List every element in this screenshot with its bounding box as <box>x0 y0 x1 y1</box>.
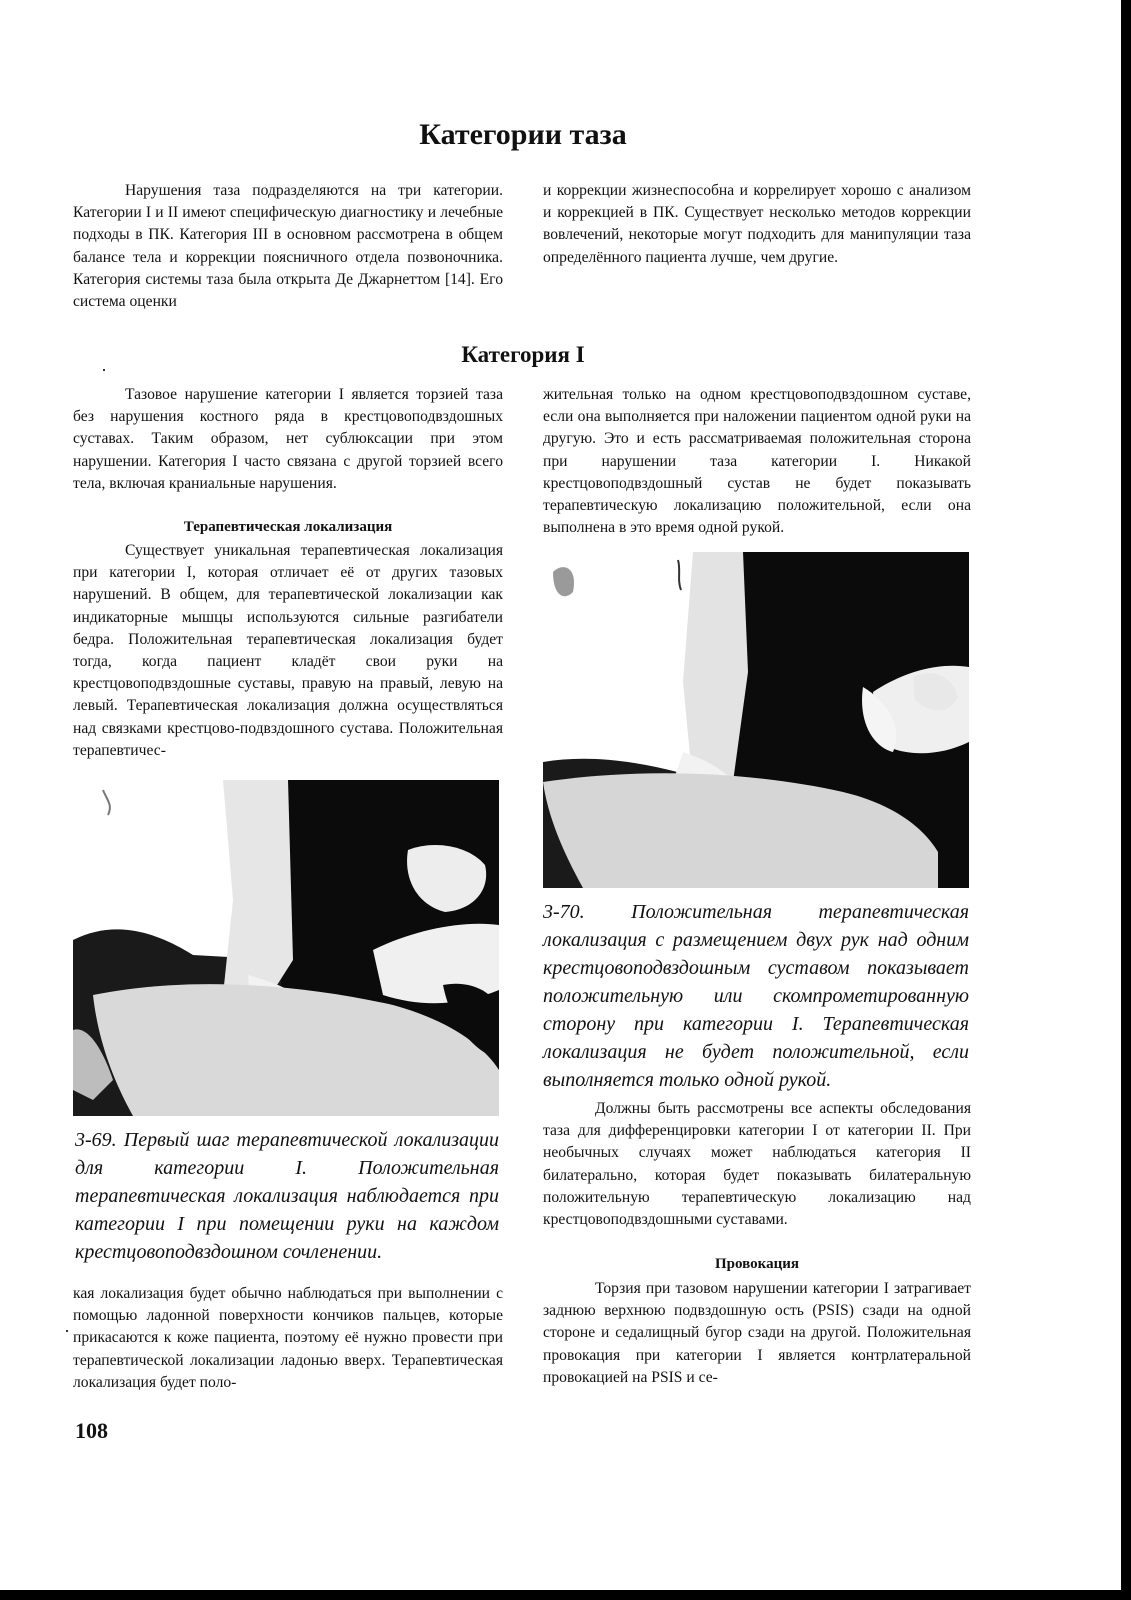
figure-3-70-photo <box>543 552 969 888</box>
left-paragraph-3: кая локализация будет обычно наблюдаться при выполнении с помощью ладонной поверхности кончиков пальцев, которые прикасаются к коже пациента, поэтому её нужно провести при терапевтической локализации ладонью вверх. Терапевтическая локализация будет поло- <box>73 1285 503 1391</box>
scan-border-right <box>1121 0 1131 1600</box>
intro-right-paragraph: и коррекции жизнеспособна и коррелирует хорошо с анализом и коррекцией в ПК. Существует несколько методов коррекции вовлечений, некоторые могут подходить для манипуляции таза определённого пациента лучше, чем другие. <box>543 182 971 266</box>
page-number: 108 <box>75 1418 108 1443</box>
intro-left-paragraph: Нарушения таза подразделяются на три категории. Категории I и II имеют специфическую диагностику и лечебные подходы в ПК. Категория III в основном рассмотрена в общем балансе тела и коррекции поясничного отдела позвоночника. Категория системы таза была открыта Де Джарнеттом [14]. Его система оценки <box>73 182 503 311</box>
left-paragraph-2: Существует уникальная терапевтическая локализация при категории I, которая отличает её от других тазовых нарушений. В общем, для терапевтической локализации как индикаторные мышцы используются сильные разгибатели бедра. Положительная терапевтическая локализация будет тогда, когда пациент кладёт свои руки на крестцовоподвздошные суставы, правую на правый, левую на левый. Терапевтическая локализация должна осуществляться над связками крестцово-подвздошного сустава. Положительная терапевтичес- <box>73 542 503 759</box>
right-paragraph-3: Торзия при тазовом нарушении категории I затрагивает заднюю верхнюю подвздошную ость (PSIS) сзади на одной стороне и седалищный бугор сзади на другой. Положительная провокация при категории I является контрлатеральной провокацией на PSIS и се- <box>543 1280 971 1386</box>
subheading-provocation: Провокация <box>715 1256 799 1272</box>
figure-3-69-photo <box>73 780 499 1116</box>
section-title: Категория I <box>461 342 585 367</box>
right-paragraph-2: Должны быть рассмотрены все аспекты обследования таза для дифференцировки категории I от категории II. При необычных случаях может наблюдаться категория II билатерально, которая будет показывать билатеральную положительную терапевтическую локализацию над крестцовоподвздошными суставами. <box>543 1100 971 1229</box>
page-title: Категории таза <box>419 118 627 151</box>
left-paragraph-1: Тазовое нарушение категории I является торзией таза без нарушения костного ряда в крестцовоподвздошных суставах. Таким образом, нет сублюксации при этом нарушении. Категория I часто связана с другой торзией всего тела, включая краниальные нарушения. <box>73 386 503 492</box>
scan-speck <box>66 1330 68 1332</box>
figure-3-70-caption: 3-70. Положительная терапевтическая локализация с размещением двух рук над одним крестцовоподвздошным суставом показывает положительную или скомпрометированную сторону при категории I. Терапевтическая локализация не будет положительной, если выполняется только одной рукой. <box>543 901 969 1091</box>
figure-3-69-caption: 3-69. Первый шаг терапевтической локализации для категории I. Положительная терапевтическая локализация наблюдается при категории I при помещении руки на каждом крестцовоподвздошном сочленении. <box>75 1129 499 1263</box>
scan-speck <box>103 369 105 371</box>
right-paragraph-1: жительная только на одном крестцовоподвздошном суставе, если она выполняется при наложении пациентом одной руки на другую. Это и есть рассматриваемая положительная сторона при нарушении таза категории I. Никакой крестцовоподвздошный сустав не будет показывать терапевтическую локализацию положительной, если она выполнена в это время одной рукой. <box>543 386 971 537</box>
subheading-therapeutic-localization: Терапевтическая локализация <box>183 519 393 535</box>
scan-border-bottom <box>0 1590 1131 1600</box>
